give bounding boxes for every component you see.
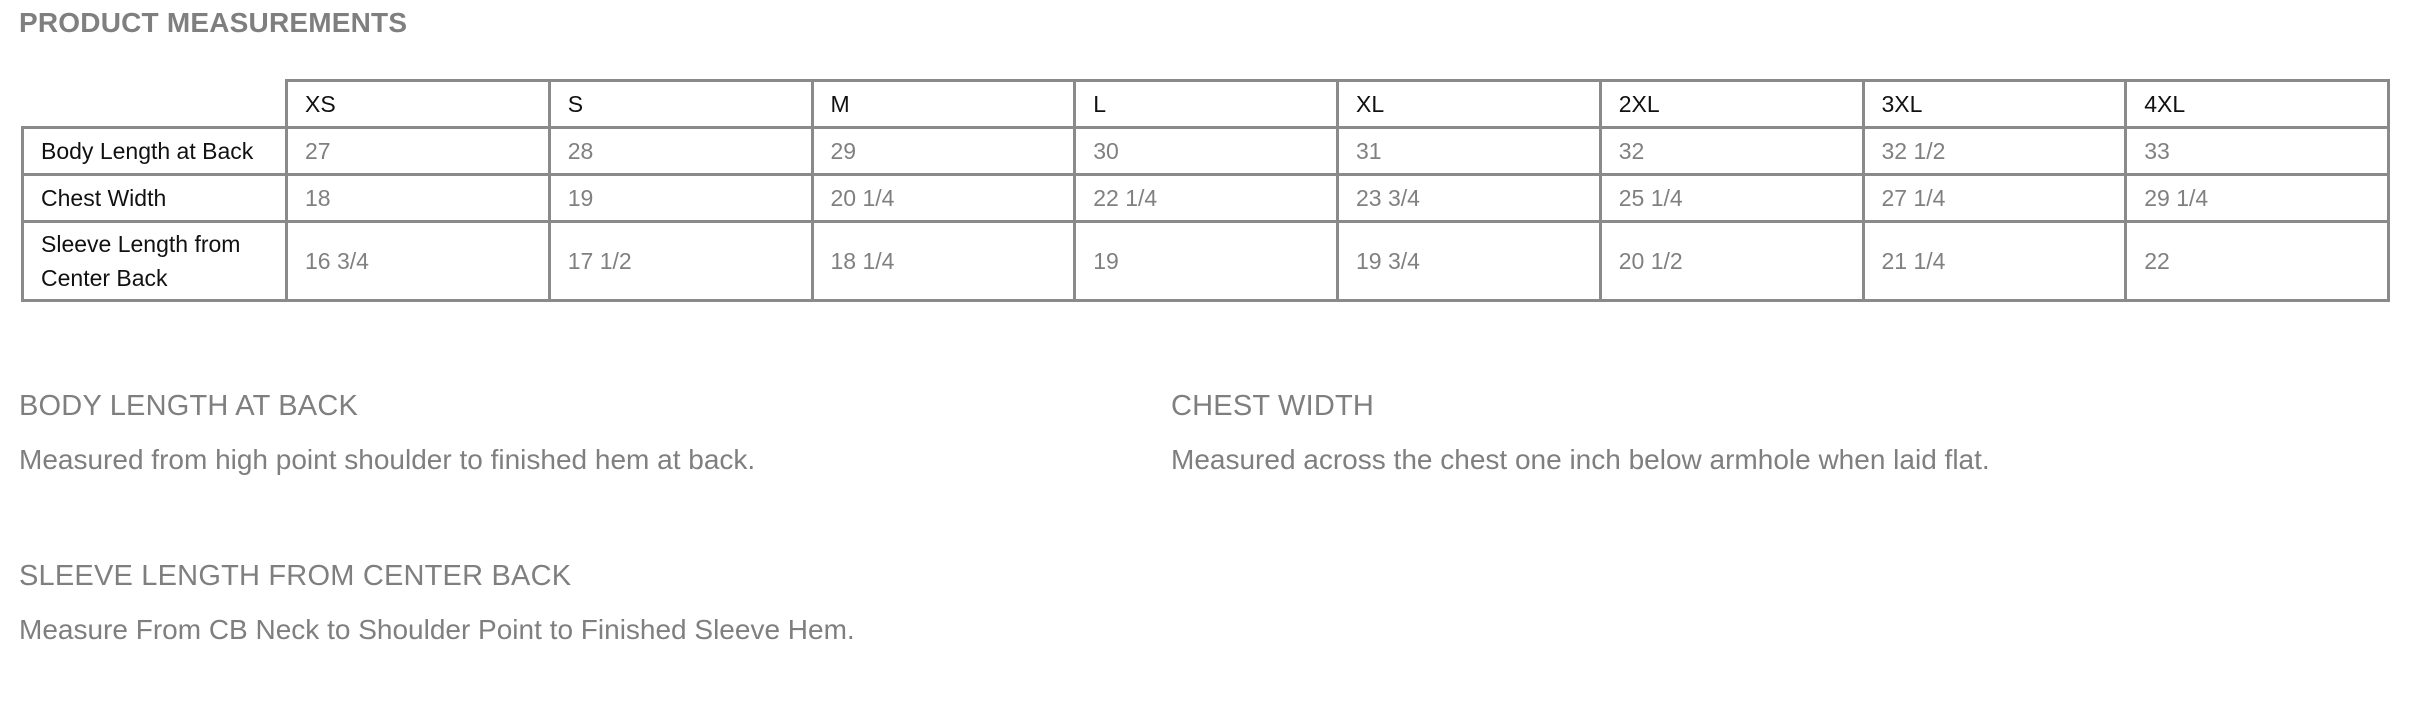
table-cell: 23 3/4 bbox=[1338, 175, 1601, 222]
size-header-xs: XS bbox=[287, 81, 550, 128]
table-cell: 27 1/4 bbox=[1863, 175, 2126, 222]
table-cell: 19 bbox=[549, 175, 812, 222]
table-cell: 19 3/4 bbox=[1338, 222, 1601, 301]
table-cell: 18 bbox=[287, 175, 550, 222]
table-cell: 29 1/4 bbox=[2126, 175, 2389, 222]
definition-title: BODY LENGTH AT BACK bbox=[19, 390, 359, 422]
definition-chest-width bbox=[1171, 390, 1990, 476]
table-cell: 27 bbox=[287, 128, 550, 175]
table-cell: 30 bbox=[1075, 128, 1338, 175]
corner-cell bbox=[23, 81, 287, 128]
size-header-3xl: 3XL bbox=[1863, 81, 2126, 128]
table-cell: 22 1/4 bbox=[1075, 175, 1338, 222]
table-cell: 19 bbox=[1075, 222, 1338, 301]
definition-text: Measure From CB Neck to Shoulder Point to Finished Sleeve Hem. bbox=[19, 614, 855, 645]
row-label-chest-width: Chest Width bbox=[23, 175, 287, 222]
table-cell: 17 1/2 bbox=[549, 222, 812, 301]
table-row-sleeve-length bbox=[23, 222, 2389, 301]
size-header-row bbox=[23, 81, 2389, 128]
table-cell: 20 1/2 bbox=[1600, 222, 1863, 301]
table-cell: 20 1/4 bbox=[812, 175, 1075, 222]
definition-body-length bbox=[19, 390, 755, 476]
definition-text: Measured across the chest one inch below armhole when laid flat. bbox=[1171, 444, 1990, 475]
table-cell: 29 bbox=[812, 128, 1075, 175]
definition-text: Measured from high point shoulder to finished hem at back. bbox=[19, 444, 756, 475]
definition-title: CHEST WIDTH bbox=[1171, 390, 1375, 422]
row-label-sleeve-length: Sleeve Length from Center Back bbox=[23, 222, 287, 301]
table-cell: 28 bbox=[549, 128, 812, 175]
definition-sleeve-length bbox=[19, 560, 855, 646]
page-title: PRODUCT MEASUREMENTS bbox=[19, 7, 408, 38]
row-label-body-length: Body Length at Back bbox=[23, 128, 287, 175]
size-header-xl: XL bbox=[1338, 81, 1601, 128]
table-cell: 22 bbox=[2126, 222, 2389, 301]
table-cell: 21 1/4 bbox=[1863, 222, 2126, 301]
table-cell: 18 1/4 bbox=[812, 222, 1075, 301]
table-row-chest-width bbox=[23, 175, 2389, 222]
table-cell: 32 bbox=[1600, 128, 1863, 175]
size-header-2xl: 2XL bbox=[1600, 81, 1863, 128]
table-row-body-length bbox=[23, 128, 2389, 175]
size-header-s: S bbox=[549, 81, 812, 128]
size-header-l: L bbox=[1075, 81, 1338, 128]
table-cell: 25 1/4 bbox=[1600, 175, 1863, 222]
table-cell: 32 1/2 bbox=[1863, 128, 2126, 175]
size-header-4xl: 4XL bbox=[2126, 81, 2389, 128]
measurements-table bbox=[21, 79, 2390, 302]
size-header-m: M bbox=[812, 81, 1075, 128]
table-cell: 33 bbox=[2126, 128, 2389, 175]
table-cell: 31 bbox=[1338, 128, 1601, 175]
table-cell: 16 3/4 bbox=[287, 222, 550, 301]
definition-title: SLEEVE LENGTH FROM CENTER BACK bbox=[19, 560, 572, 592]
